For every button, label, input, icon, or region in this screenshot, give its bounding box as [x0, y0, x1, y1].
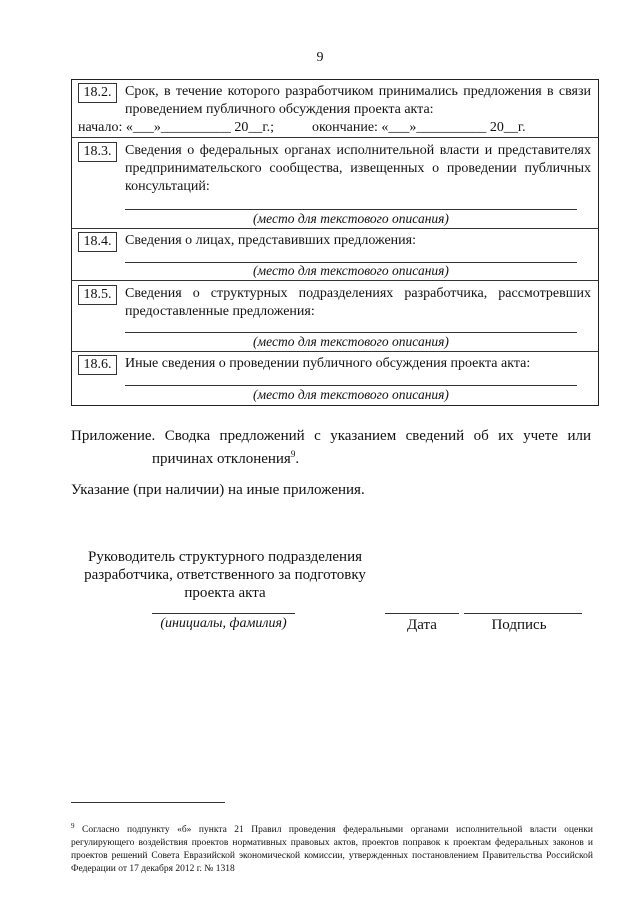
placeholder-hint: (место для текстового описания) — [253, 387, 449, 402]
row-divider — [71, 280, 599, 281]
appendix-continuation: причинах отклонения$^9$. — [152, 449, 300, 467]
other-appendices: Указание (при наличии) на иные приложения. — [71, 482, 365, 498]
section-text-18-3: Сведения о федеральных органах исполнительной власти и представителях предпринимательского сообщества, извещенных о проведении публичных консультаций: — [125, 143, 591, 194]
section-number-18-6: 18.6. — [78, 355, 117, 375]
section-number-18-3: 18.3. — [78, 142, 117, 162]
footnote-text: Согласно подпункту «б» пункта 21 Правил проведения федеральными органами исполнительной власти оценки регулирующего воздействия проектов нормативных правовых актов, проектов поправок к проектам федеральных законов и проектов решений Совета Евразийской экономической комиссии, утвержденных постановлением Правительства Российской Федерации от 17 декабря 2012 г. № 1318 — [71, 825, 593, 875]
text-input-line — [125, 209, 577, 210]
date-caption: Дата — [407, 617, 437, 633]
footnote — [71, 820, 593, 876]
section-text-18-4: Сведения о лицах, представивших предложения: — [125, 233, 416, 248]
placeholder-hint: (место для текстового описания) — [253, 211, 449, 226]
row-divider — [71, 228, 599, 229]
signature-line — [464, 613, 582, 614]
text-input-line — [125, 385, 577, 386]
footnote-ref: 9 — [290, 449, 296, 459]
placeholder-hint: (место для текстового описания) — [253, 263, 449, 278]
section-number-18-5: 18.5. — [78, 285, 117, 305]
initials-caption: (инициалы, фамилия) — [160, 616, 287, 631]
date-line — [385, 613, 459, 614]
row-divider — [71, 137, 599, 138]
row-divider — [71, 351, 599, 352]
section-text-18-6: Иные сведения о проведении публичного обсуждения проекта акта: — [125, 356, 531, 371]
section-text-18-5: Сведения о структурных подразделениях разработчика, рассмотревших предоставленные предложения: — [125, 286, 591, 319]
end-date-field: окончание: «___»__________ 20__г. — [312, 120, 526, 135]
initials-line — [152, 613, 295, 614]
start-date-field: начало: «___»__________ 20__г.; — [78, 120, 274, 135]
section-number-18-2: 18.2. — [78, 83, 117, 103]
signature-caption: Подпись — [491, 617, 547, 633]
signatory-title-line1: Руководитель структурного подразделения — [88, 549, 362, 565]
signatory-title-line3: проекта акта — [184, 585, 266, 601]
section-text-18-2: Срок, в течение которого разработчиком принимались предложения в связи проведением публичного обсуждения проекта акта: — [125, 84, 591, 117]
signatory-title-line2: разработчика, ответственного за подготовку — [84, 567, 366, 583]
appendix-line: Приложение. Сводка предложений с указанием сведений об их учете или — [71, 428, 591, 444]
placeholder-hint: (место для текстового описания) — [253, 334, 449, 349]
section-number-18-4: 18.4. — [78, 232, 117, 252]
page-number: 9 — [316, 50, 324, 65]
footnote-separator — [71, 802, 225, 803]
text-input-line — [125, 332, 577, 333]
footnote-mark: 9 — [71, 822, 75, 830]
